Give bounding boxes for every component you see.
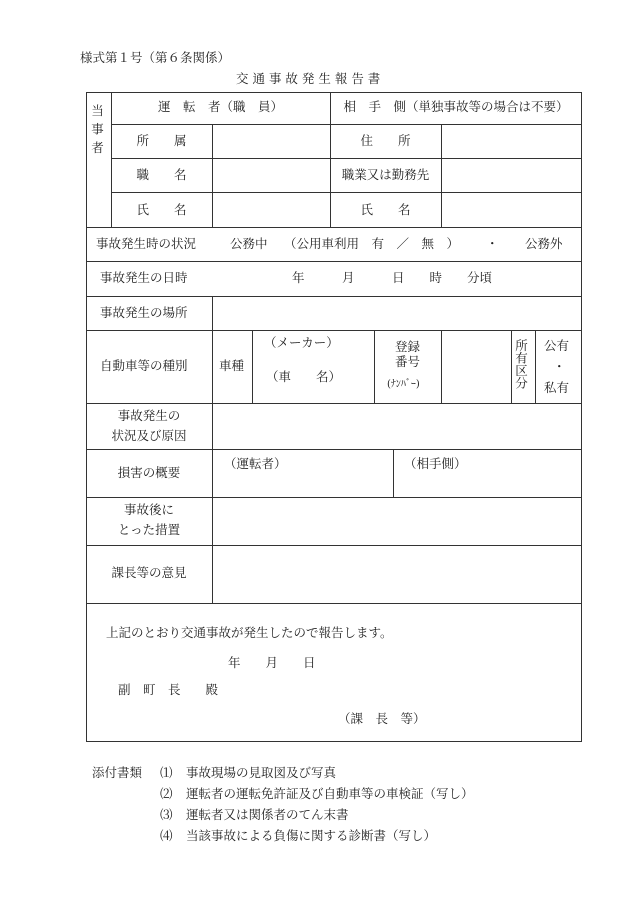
public-vehicle-option: （公用車利用 有 ／ 無 ） bbox=[284, 236, 460, 251]
attachment-text: 運転者の運転免許証及び自動車等の車検証（写し） bbox=[186, 786, 474, 801]
place-label: 事故発生の場所 bbox=[100, 305, 188, 320]
other-party-header: 相 手 側（単独事故等の場合は不要） bbox=[343, 99, 569, 114]
rule bbox=[86, 545, 582, 546]
on-duty-option: 公務中 bbox=[230, 236, 268, 251]
rule bbox=[86, 296, 582, 297]
opinion-label: 課長等の意見 bbox=[111, 565, 187, 580]
maker-label: （メーカー） bbox=[264, 335, 339, 350]
rule bbox=[441, 330, 442, 403]
attachment-number: ⑵ bbox=[160, 786, 173, 801]
attachments-label: 添付書類 bbox=[92, 765, 143, 780]
position-label: 職 名 bbox=[136, 167, 187, 182]
damage-other-label: （相手側） bbox=[404, 456, 467, 471]
attachment-number: ⑶ bbox=[160, 807, 173, 822]
parties-label: 当事者 bbox=[89, 104, 105, 160]
report-statement: 上記のとおり交通事故が発生したので報告します。 bbox=[106, 625, 393, 640]
rule bbox=[86, 497, 582, 498]
rule bbox=[86, 330, 582, 331]
car-name-label: （車 名） bbox=[266, 369, 342, 384]
ownership-label: 所有区分 bbox=[513, 339, 529, 389]
report-date: 年 月 日 bbox=[228, 655, 316, 670]
public-ownership-option: 公有 bbox=[544, 338, 570, 353]
datetime-label: 事故発生の日時 bbox=[100, 270, 188, 285]
datetime-value: 年 月 日 時 分頃 bbox=[292, 270, 493, 285]
attachment-text: 事故現場の見取図及び写真 bbox=[186, 765, 337, 780]
rule bbox=[212, 124, 213, 227]
vehicle-type-label: 自動車等の種別 bbox=[100, 358, 188, 373]
form-number: 様式第１号（第６条関係） bbox=[80, 50, 231, 65]
damage-label: 損害の概要 bbox=[117, 465, 181, 480]
measures-label-1: 事故後に bbox=[123, 502, 174, 517]
attachment-number: ⑴ bbox=[160, 765, 173, 780]
off-duty-option: 公務外 bbox=[525, 236, 563, 251]
rule bbox=[111, 158, 582, 159]
affiliation-label: 所 属 bbox=[136, 133, 187, 148]
private-ownership-option: 私有 bbox=[544, 380, 570, 395]
ownership-separator: ・ bbox=[553, 359, 566, 374]
rule bbox=[86, 449, 582, 450]
registration-label-1: 登録 bbox=[395, 339, 421, 354]
other-name-label: 氏 名 bbox=[360, 202, 411, 217]
driver-name-label: 氏 名 bbox=[136, 202, 187, 217]
rule bbox=[111, 192, 582, 193]
address-label: 住 所 bbox=[360, 133, 411, 148]
attachment-number: ⑷ bbox=[160, 828, 173, 843]
measures-label-2: とった措置 bbox=[117, 522, 181, 537]
rule bbox=[111, 124, 582, 125]
rule bbox=[441, 124, 442, 227]
rule bbox=[511, 330, 512, 403]
attachment-text: 当該事故による負傷に関する診断書（写し） bbox=[186, 828, 437, 843]
report-signer: （課 長 等） bbox=[338, 711, 426, 726]
driver-header: 運 転 者（職 員） bbox=[157, 99, 283, 114]
separator-dot: ・ bbox=[486, 236, 499, 251]
situation-label: 事故発生時の状況 bbox=[96, 236, 197, 251]
rule bbox=[535, 330, 536, 403]
occupation-label: 職業又は勤務先 bbox=[341, 167, 430, 182]
damage-driver-label: （運転者） bbox=[224, 456, 287, 471]
rule bbox=[86, 603, 582, 604]
rule bbox=[374, 330, 375, 403]
registration-label-2: 番号 bbox=[395, 354, 421, 369]
rule bbox=[86, 261, 582, 262]
rule bbox=[86, 403, 582, 404]
registration-sub-label: (ﾅﾝﾊﾞｰ) bbox=[387, 379, 420, 390]
rule bbox=[212, 296, 213, 603]
rule bbox=[393, 449, 394, 497]
rule bbox=[86, 227, 582, 228]
attachment-text: 運転者又は関係者のてん末書 bbox=[186, 807, 349, 822]
cause-label-2: 状況及び原因 bbox=[111, 428, 187, 443]
vehicle-kind-label: 車種 bbox=[219, 358, 245, 373]
cause-label-1: 事故発生の bbox=[117, 408, 181, 423]
rule bbox=[252, 330, 253, 403]
form-title: 交 通 事 故 発 生 報 告 書 bbox=[236, 71, 381, 86]
report-addressee: 副 町 長 殿 bbox=[118, 682, 219, 697]
